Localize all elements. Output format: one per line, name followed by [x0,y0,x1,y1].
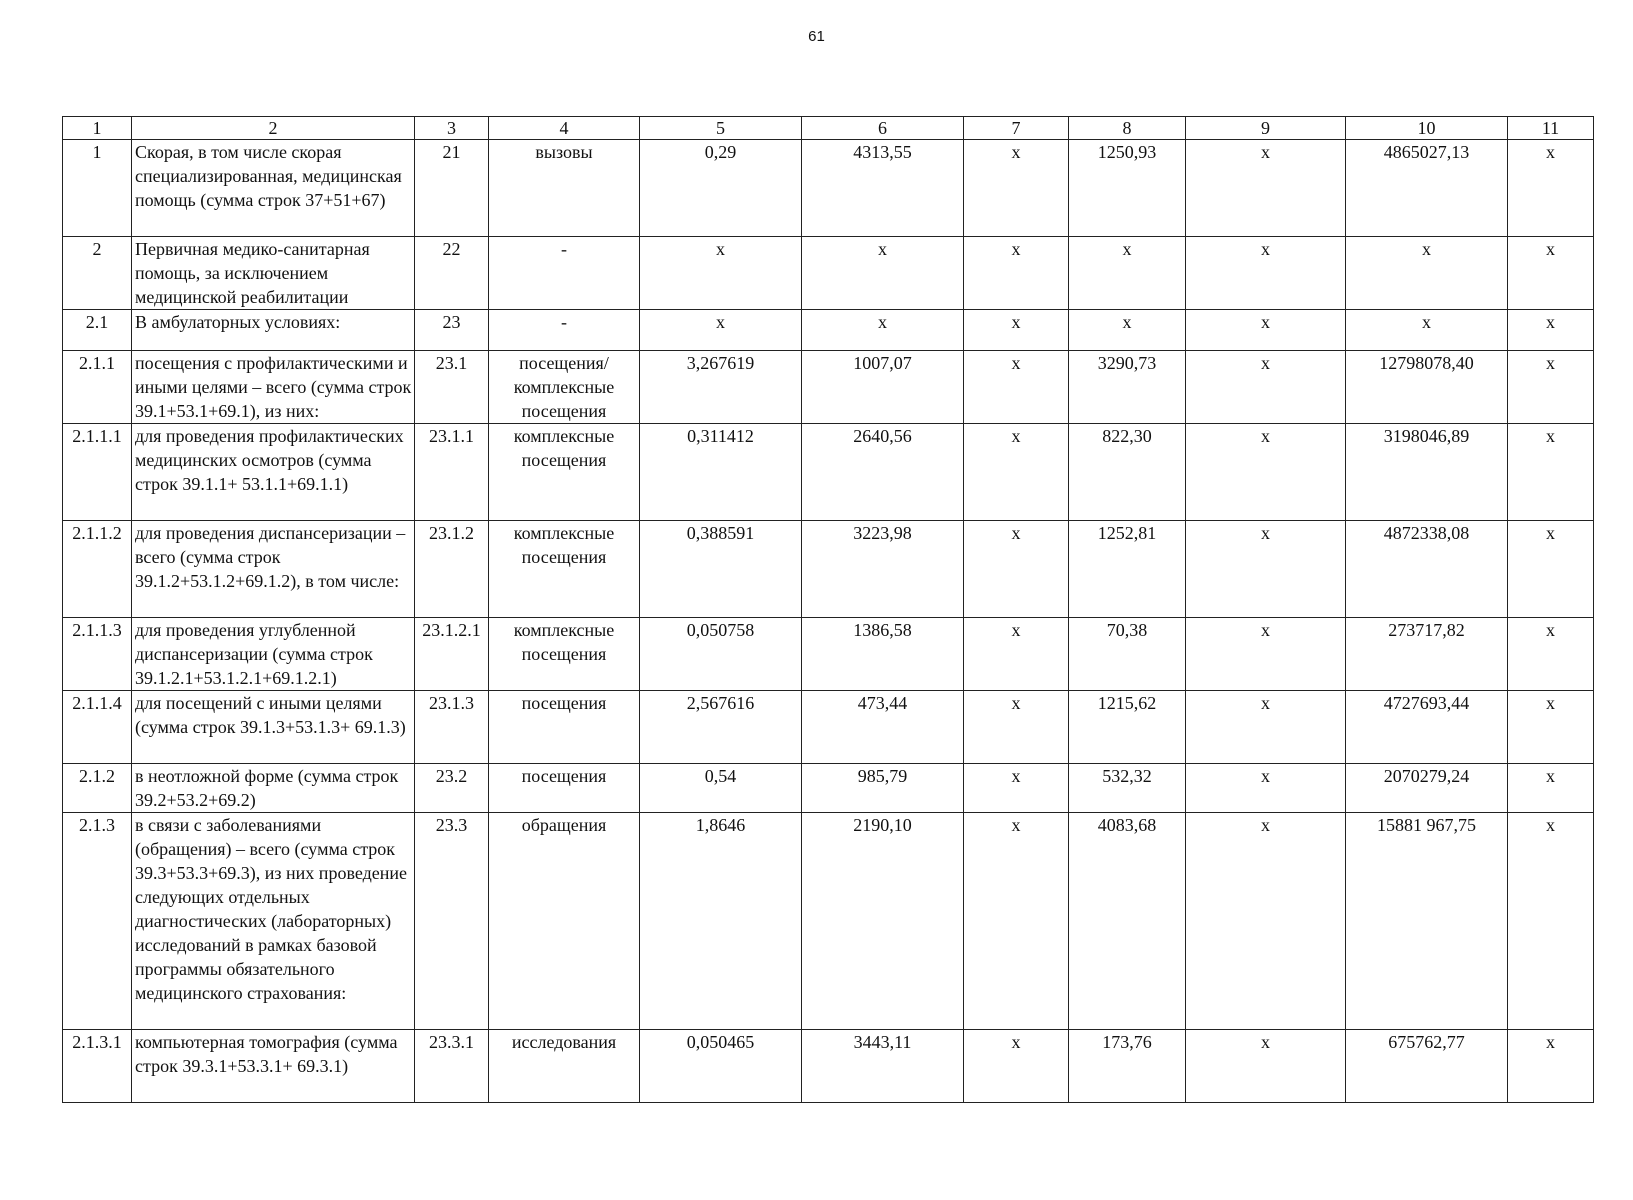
col11-cell: x [1508,310,1594,351]
col9-cell: x [1186,691,1346,764]
row-name-cell: для проведения профилактических медицинских осмотров (сумма строк 39.1.1+ 53.1.1+69.1.1) [132,424,415,521]
col6-cell: 473,44 [802,691,964,764]
col9-cell: x [1186,764,1346,813]
col6-cell: 3443,11 [802,1030,964,1103]
col7-cell: x [964,237,1069,310]
unit-cell: - [489,310,640,351]
table-row [63,424,1594,521]
col9-cell: x [1186,424,1346,521]
row-name-cell: для проведения углубленной диспансеризации (сумма строк 39.1.2.1+53.1.2.1+69.1.2.1) [132,618,415,691]
line-code-cell: 22 [415,237,489,310]
header-cell: 11 [1508,117,1594,140]
col5-cell: 0,388591 [640,521,802,618]
unit-cell: комплексные посещения [489,618,640,691]
col10-cell: x [1346,237,1508,310]
col8-cell: 822,30 [1069,424,1186,521]
col5-cell: 0,050758 [640,618,802,691]
line-code-cell: 23.2 [415,764,489,813]
row-number-cell: 2.1.1 [63,351,132,424]
col10-cell: 2070279,24 [1346,764,1508,813]
col11-cell: x [1508,813,1594,1030]
col11-cell: x [1508,140,1594,237]
row-number-cell: 2.1.1.2 [63,521,132,618]
col11-cell: x [1508,521,1594,618]
unit-cell: - [489,237,640,310]
col10-cell: 4872338,08 [1346,521,1508,618]
col10-cell: 675762,77 [1346,1030,1508,1103]
col5-cell: 0,311412 [640,424,802,521]
col10-cell: 15881 967,75 [1346,813,1508,1030]
line-code-cell: 23.1.2.1 [415,618,489,691]
col7-cell: x [964,813,1069,1030]
col9-cell: x [1186,618,1346,691]
col7-cell: x [964,618,1069,691]
col8-cell: 1250,93 [1069,140,1186,237]
header-cell: 4 [489,117,640,140]
col8-cell: 70,38 [1069,618,1186,691]
col6-cell: 2640,56 [802,424,964,521]
line-code-cell: 23.1.3 [415,691,489,764]
col10-cell: 273717,82 [1346,618,1508,691]
row-name-cell: посещения с профилактическими и иными целями – всего (сумма строк 39.1+53.1+69.1), из них: [132,351,415,424]
col8-cell: x [1069,310,1186,351]
table-row [63,813,1594,1030]
row-name-cell: в связи с заболеваниями (обращения) – всего (сумма строк 39.3+53.3+69.3), из них проведение следующих отдельных диагностических (лабораторных) исследований в рамках базовой программы обязательного медицинского страхования: [132,813,415,1030]
row-number-cell: 2.1.3.1 [63,1030,132,1103]
row-number-cell: 2.1.1.1 [63,424,132,521]
col7-cell: x [964,691,1069,764]
row-name-cell: для проведения диспансеризации – всего (сумма строк 39.1.2+53.1.2+69.1.2), в том числе: [132,521,415,618]
row-number-cell: 2.1.3 [63,813,132,1030]
header-cell: 5 [640,117,802,140]
unit-cell: посещения/ комплексные посещения [489,351,640,424]
line-code-cell: 23 [415,310,489,351]
col6-cell: x [802,310,964,351]
col8-cell: x [1069,237,1186,310]
header-cell: 10 [1346,117,1508,140]
col8-cell: 3290,73 [1069,351,1186,424]
line-code-cell: 23.3.1 [415,1030,489,1103]
header-cell: 6 [802,117,964,140]
unit-cell: вызовы [489,140,640,237]
line-code-cell: 23.3 [415,813,489,1030]
table-row [63,310,1594,351]
col11-cell: x [1508,618,1594,691]
row-number-cell: 1 [63,140,132,237]
row-name-cell: компьютерная томография (сумма строк 39.3.1+53.3.1+ 69.3.1) [132,1030,415,1103]
col10-cell: 4865027,13 [1346,140,1508,237]
data-table [62,116,1594,1103]
col7-cell: x [964,351,1069,424]
col10-cell: 12798078,40 [1346,351,1508,424]
col5-cell: x [640,310,802,351]
col6-cell: 1007,07 [802,351,964,424]
col11-cell: x [1508,351,1594,424]
col8-cell: 173,76 [1069,1030,1186,1103]
table-row [63,691,1594,764]
table-row [63,140,1594,237]
row-name-cell: Первичная медико-санитарная помощь, за исключением медицинской реабилитации [132,237,415,310]
table-row [63,764,1594,813]
col9-cell: x [1186,1030,1346,1103]
col6-cell: 2190,10 [802,813,964,1030]
row-name-cell: Скорая, в том числе скорая специализированная, медицинская помощь (сумма строк 37+51+67) [132,140,415,237]
table-row [63,618,1594,691]
table-row [63,237,1594,310]
unit-cell: комплексные посещения [489,521,640,618]
col11-cell: x [1508,237,1594,310]
col6-cell: 4313,55 [802,140,964,237]
header-cell: 7 [964,117,1069,140]
col5-cell: 0,54 [640,764,802,813]
col11-cell: x [1508,424,1594,521]
col5-cell: 0,050465 [640,1030,802,1103]
row-number-cell: 2.1 [63,310,132,351]
col9-cell: x [1186,140,1346,237]
header-cell: 2 [132,117,415,140]
col5-cell: 2,567616 [640,691,802,764]
col8-cell: 532,32 [1069,764,1186,813]
row-name-cell: для посещений с иными целями (сумма строк 39.1.3+53.1.3+ 69.1.3) [132,691,415,764]
col10-cell: x [1346,310,1508,351]
col9-cell: x [1186,351,1346,424]
col5-cell: 1,8646 [640,813,802,1030]
col7-cell: x [964,521,1069,618]
col9-cell: x [1186,813,1346,1030]
col7-cell: x [964,1030,1069,1103]
col6-cell: 985,79 [802,764,964,813]
row-number-cell: 2.1.2 [63,764,132,813]
col7-cell: x [964,424,1069,521]
col9-cell: x [1186,310,1346,351]
unit-cell: исследования [489,1030,640,1103]
line-code-cell: 23.1 [415,351,489,424]
line-code-cell: 21 [415,140,489,237]
col5-cell: x [640,237,802,310]
col9-cell: x [1186,237,1346,310]
unit-cell: посещения [489,691,640,764]
header-cell: 1 [63,117,132,140]
header-cell: 9 [1186,117,1346,140]
col11-cell: x [1508,764,1594,813]
unit-cell: комплексные посещения [489,424,640,521]
col10-cell: 4727693,44 [1346,691,1508,764]
table-header-row [63,117,1594,140]
line-code-cell: 23.1.2 [415,521,489,618]
line-code-cell: 23.1.1 [415,424,489,521]
table-row [63,1030,1594,1103]
row-number-cell: 2 [63,237,132,310]
col6-cell: x [802,237,964,310]
col7-cell: x [964,140,1069,237]
col5-cell: 3,267619 [640,351,802,424]
col7-cell: x [964,310,1069,351]
row-number-cell: 2.1.1.3 [63,618,132,691]
row-name-cell: В амбулаторных условиях: [132,310,415,351]
col11-cell: x [1508,1030,1594,1103]
col8-cell: 1252,81 [1069,521,1186,618]
col10-cell: 3198046,89 [1346,424,1508,521]
page-number: 61 [808,28,825,45]
col11-cell: x [1508,691,1594,764]
unit-cell: посещения [489,764,640,813]
col6-cell: 1386,58 [802,618,964,691]
col7-cell: x [964,764,1069,813]
col8-cell: 1215,62 [1069,691,1186,764]
header-cell: 8 [1069,117,1186,140]
col5-cell: 0,29 [640,140,802,237]
row-number-cell: 2.1.1.4 [63,691,132,764]
table-row [63,521,1594,618]
unit-cell: обращения [489,813,640,1030]
col9-cell: x [1186,521,1346,618]
row-name-cell: в неотложной форме (сумма строк 39.2+53.2+69.2) [132,764,415,813]
col6-cell: 3223,98 [802,521,964,618]
table-row [63,351,1594,424]
header-cell: 3 [415,117,489,140]
col8-cell: 4083,68 [1069,813,1186,1030]
